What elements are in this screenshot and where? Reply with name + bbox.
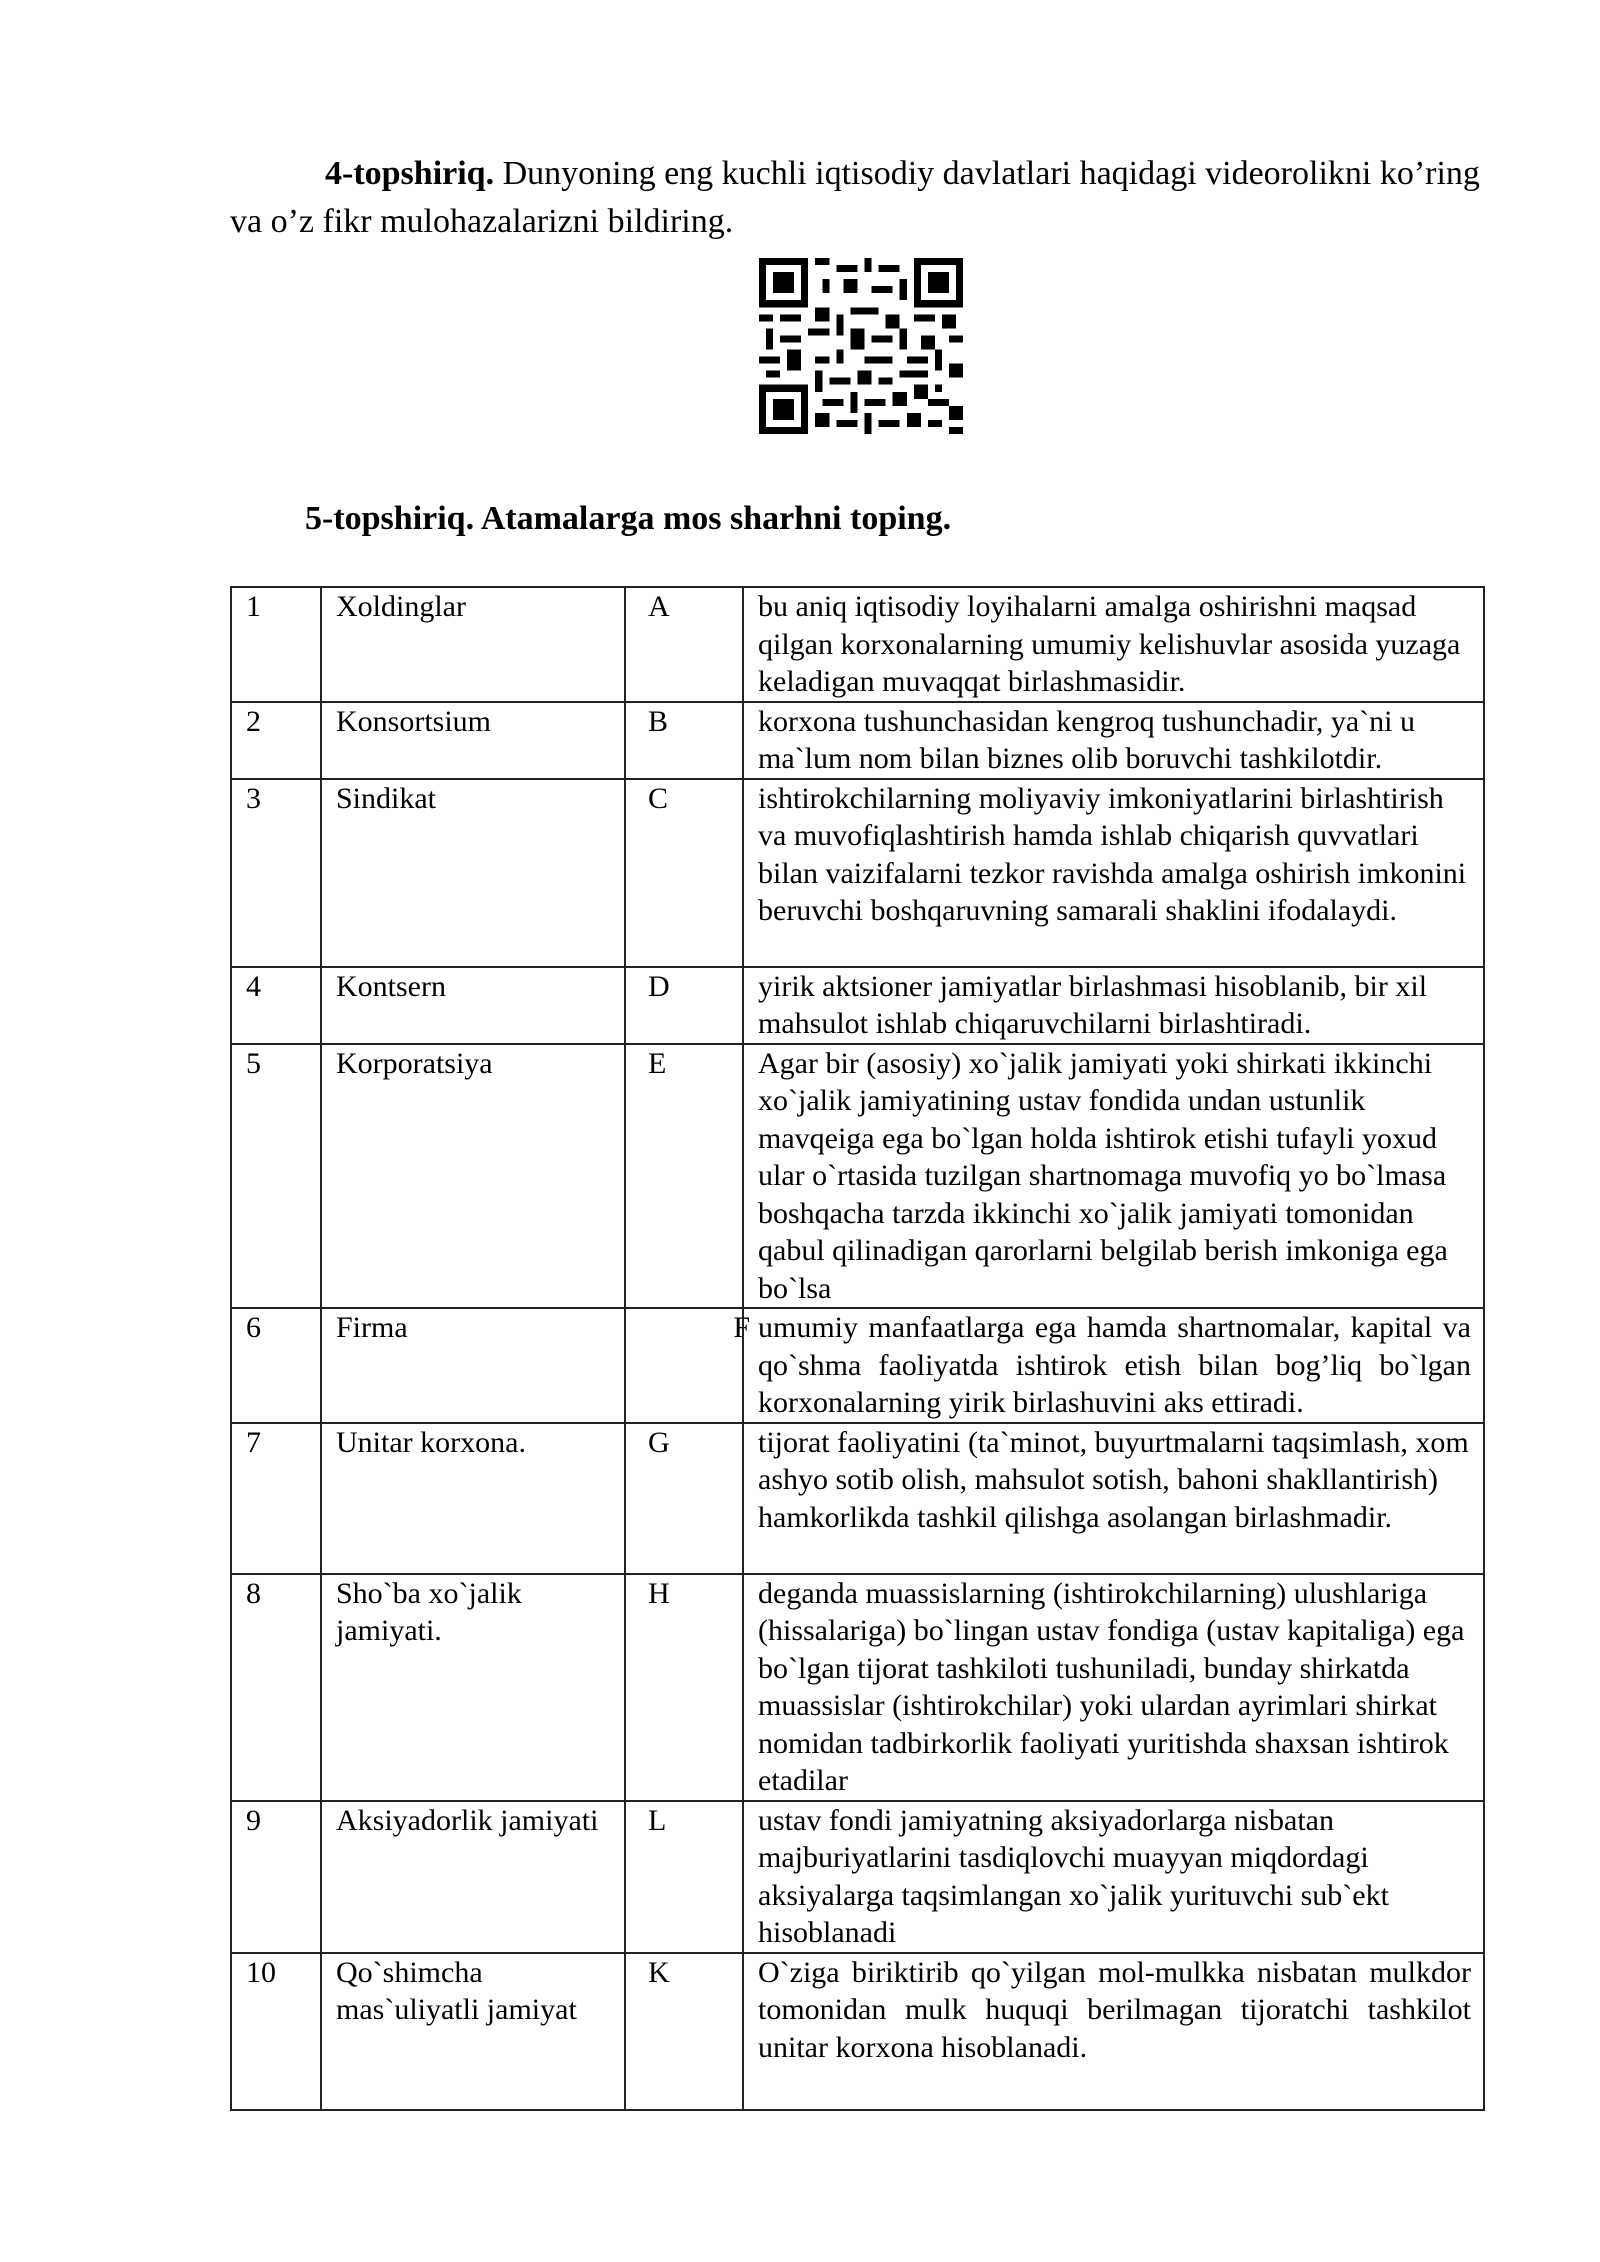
definition-cell: deganda muassislarning (ishtirokchilarning) ulushlariga (hissalariga) bo`lingan ustav fondiga (ustav kapitaliga) ega bo`lgan tijorat tashkiloti tushuniladi, bunday shirkatda muassislar (ishtirokchilar) yoki ulardan ayrimlari shirkat nomidan tadbirkorlik faoliyati yuritishda shaxsan ishtirok etadilar (743, 1574, 1484, 1801)
definition-cell: ishtirokchilarning moliyaviy imkoniyatlarini birlashtirish va muvofiqlashtirish hamda ishlab chiqarish quvvatlari bilan vaizifalarni tezkor ravishda amalga oshirish imkonini beruvchi boshqaruvning samarali shaklini ifodalaydi. (743, 779, 1484, 967)
term-cell: Korporatsiya (321, 1044, 625, 1309)
row-number: 5 (231, 1044, 321, 1309)
row-number: 2 (231, 702, 321, 779)
letter-cell: D (625, 967, 743, 1044)
definition-cell: O`ziga biriktirib qo`yilgan mol-mulkka nisbatan mulkdor tomonidan mulk huquqi berilmagan tijoratchi tashkilot unitar korxona hisoblanadi. (743, 1953, 1484, 2110)
definition-cell: tijorat faoliyatini (ta`minot, buyurtmalarni taqsimlash, xom ashyo sotib olish, mahsulot sotish, bahoni shakllantirish) hamkorlikda tashkil qilishga asolangan birlashmadir. (743, 1423, 1484, 1574)
term-cell: Kontsern (321, 967, 625, 1044)
definition-cell: yirik aktsioner jamiyatlar birlashmasi hisoblanib, bir xil mahsulot ishlab chiqaruvchilarni birlashtiradi. (743, 967, 1484, 1044)
task4-paragraph (230, 150, 1490, 246)
table-row (231, 1574, 1484, 1801)
letter-cell: E (625, 1044, 743, 1309)
row-number: 9 (231, 1801, 321, 1953)
letter-cell: B (625, 702, 743, 779)
table-row (231, 1953, 1484, 2110)
letter-cell: K (625, 1953, 743, 2110)
definition-cell: Agar bir (asosiy) xo`jalik jamiyati yoki shirkati ikkinchi xo`jalik jamiyatining ustav fondida undan ustunlik mavqeiga ega bo`lgan holda ishtirok etishi tufayli yoxud ular o`rtasida tuzilgan shartnomaga muvofiq yo bo`lmasa boshqacha tarzda ikkinchi xo`jalik jamiyati tomonidan qabul qilinadigan qarorlarni belgilab berish imkoniga ega bo`lsa (743, 1044, 1484, 1309)
row-number: 6 (231, 1308, 321, 1423)
term-cell: Konsortsium (321, 702, 625, 779)
definition-cell: ustav fondi jamiyatning aksiyadorlarga nisbatan majburiyatlarini tasdiqlovchi muayyan miqdordagi aksiyalarga taqsimlangan xo`jalik yurituvchi sub`ekt hisoblanadi (743, 1801, 1484, 1953)
term-cell: Sho`ba xo`jalik jamiyati. (321, 1574, 625, 1801)
row-number: 10 (231, 1953, 321, 2110)
qr-code-icon[interactable] (758, 258, 964, 434)
table-row (231, 779, 1484, 967)
table-row (231, 587, 1484, 702)
letter-cell: C (625, 779, 743, 967)
row-number: 4 (231, 967, 321, 1044)
table-row (231, 1044, 1484, 1309)
table-row (231, 702, 1484, 779)
row-number: 8 (231, 1574, 321, 1801)
letter-cell: G (625, 1423, 743, 1574)
definition-cell: bu aniq iqtisodiy loyihalarni amalga oshirishni maqsad qilgan korxonalarning umumiy kelishuvlar asosida yuzaga keladigan muvaqqat birlashmasidir. (743, 587, 1484, 702)
table-row (231, 1308, 1484, 1423)
row-number: 7 (231, 1423, 321, 1574)
matching-table (230, 586, 1485, 2111)
task5-title: 5-topshiriq. Atamalarga mos sharhni toping. (305, 500, 952, 537)
term-cell: Firma (321, 1308, 625, 1423)
letter-cell: H (625, 1574, 743, 1801)
letter-cell-text: F (733, 1311, 750, 1344)
table-row (231, 1801, 1484, 1953)
term-cell: Xoldinglar (321, 587, 625, 702)
letter-cell: L (625, 1801, 743, 1953)
definition-cell: korxona tushunchasidan kengroq tushunchadir, ya`ni u ma`lum nom bilan biznes olib boruvchi tashkilotdir. (743, 702, 1484, 779)
task4-label: 4-topshiriq. (325, 155, 495, 192)
definition-cell: umumiy manfaatlarga ega hamda shartnomalar, kapital va qo`shma faoliyatda ishtirok etish bilan bog’liq bo`lgan korxonalarning yirik birlashuvini aks ettiradi. (743, 1308, 1484, 1423)
task4-text: Dunyoning eng kuchli iqtisodiy davlatlari haqidagi videorolikni ko’ring va o’z fikr mulohazalarizni bildiring. (230, 155, 1480, 240)
letter-cell (625, 1308, 750, 1423)
row-number: 3 (231, 779, 321, 967)
table-row (231, 967, 1484, 1044)
letter-cell: A (625, 587, 743, 702)
row-number: 1 (231, 587, 321, 702)
table-row (231, 1423, 1484, 1574)
term-cell: Aksiyadorlik jamiyati (321, 1801, 625, 1953)
term-cell: Qo`shimcha mas`uliyatli jamiyat (321, 1953, 625, 2110)
term-cell: Unitar korxona. (321, 1423, 625, 1574)
term-cell: Sindikat (321, 779, 625, 967)
